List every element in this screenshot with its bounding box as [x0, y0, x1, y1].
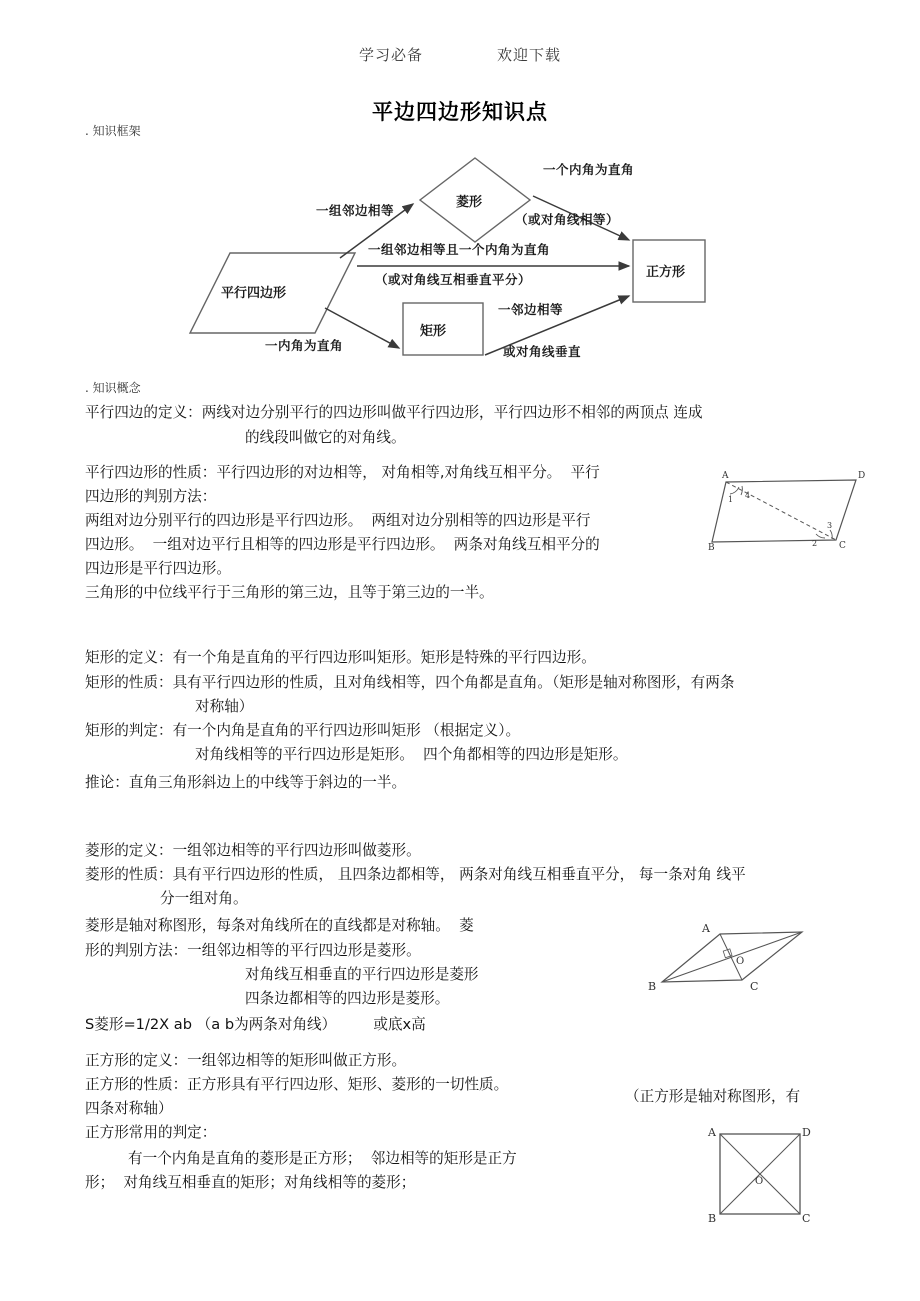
node-label-rhombus: 菱形	[456, 195, 483, 210]
svg-text:D: D	[802, 1126, 811, 1139]
edge-label-para-to-square-1: 一组邻边相等且一个内角为直角	[368, 242, 551, 257]
figure-rhombus-with-diagonals	[610, 908, 850, 998]
svg-text:C: C	[750, 980, 759, 993]
svg-text:B: B	[708, 1212, 717, 1225]
svg-text:C: C	[802, 1212, 811, 1225]
svg-text:O: O	[755, 1176, 764, 1187]
svg-text:1: 1	[728, 495, 734, 504]
paragraph-square-properties-line2: 四条对称轴）	[85, 1100, 173, 1117]
svg-text:C: C	[839, 541, 846, 551]
paragraph-square-criteria-line2: 形； 对角线互相垂直的矩形；对角线相等的菱形；	[85, 1174, 416, 1191]
svg-text:D: D	[858, 471, 866, 481]
paragraph-square-criteria-heading: 正方形常用的判定：	[85, 1124, 217, 1141]
paragraph-rectangle-properties-line2: 对称轴）	[195, 698, 254, 715]
paragraph-parallelogram-criteria-line2: 四边形。 一组对边平行且相等的四边形是平行四边形。 两条对角线互相平分的	[85, 536, 600, 553]
paragraph-rhombus-area-formula: S菱形=1/2X ab （a b为两条对角线） 或底x高	[85, 1016, 426, 1033]
edge-label-rect-to-square-1: 一邻边相等	[498, 302, 564, 317]
svg-text:O: O	[736, 956, 745, 967]
paragraph-rhombus-symmetry-line1: 菱形是轴对称图形，每条对角线所在的直线都是对称轴。 菱	[85, 917, 474, 934]
edge-label-para-to-rhombus: 一组邻边相等	[316, 203, 395, 218]
paragraph-parallelogram-definition-line2: 的线段叫做它的对角线。	[245, 429, 406, 446]
paragraph-square-definition: 正方形的定义：一组邻边相等的矩形叫做正方形。	[85, 1052, 407, 1069]
svg-text:A: A	[702, 922, 710, 935]
paragraph-rhombus-criteria-line1: 形的判别方法：一组邻边相等的平行四边形是菱形。	[85, 942, 421, 959]
svg-text:A: A	[722, 471, 729, 481]
svg-text:B: B	[708, 543, 715, 553]
paragraph-right-triangle-corollary: 推论：直角三角形斜边上的中线等于斜边的一半。	[85, 774, 407, 791]
paragraph-rectangle-criteria-line1: 矩形的判定：有一个内角是直角的平行四边形叫矩形 （根据定义）。	[85, 722, 521, 739]
paragraph-rhombus-properties-line1: 菱形的性质：具有平行四边形的性质， 且四条边都相等， 两条对角线互相垂直平分， 每一条对角 线平	[85, 866, 746, 883]
svg-text:4: 4	[745, 491, 751, 500]
node-label-rectangle: 矩形	[420, 324, 447, 339]
paragraph-parallelogram-criteria-line1: 两组对边分别平行的四边形是平行四边形。 两组对边分别相等的四边形是平行	[85, 512, 591, 529]
edge-label-para-to-square-2: （或对角线互相垂直平分）	[375, 272, 532, 287]
paragraph-square-criteria-line1: 有一个内角是直角的菱形是正方形； 邻边相等的矩形是正方	[128, 1150, 517, 1167]
node-label-parallelogram: 平行四边形	[221, 286, 287, 301]
paragraph-rhombus-properties-line2: 分一组对角。	[160, 890, 248, 907]
paragraph-parallelogram-definition-line1: 平行四边的定义：两线对边分别平行的四边形叫做平行四边形，平行四边形不相邻的两顶点 连成	[85, 404, 703, 421]
header-left-text: 学习必备	[358, 46, 423, 64]
knowledge-framework-diagram	[185, 148, 765, 373]
edge-label-para-to-rect: 一内角为直角	[265, 338, 344, 353]
paragraph-rhombus-criteria-line2: 对角线互相垂直的平行四边形是菱形	[245, 966, 479, 983]
node-label-square: 正方形	[646, 265, 686, 280]
paragraph-rhombus-definition: 菱形的定义：一组邻边相等的平行四边形叫做菱形。	[85, 842, 421, 859]
page-header	[0, 44, 920, 65]
paragraph-rectangle-criteria-line2: 对角线相等的平行四边形是矩形。 四个角都相等的四边形是矩形。	[195, 746, 628, 763]
edge-label-rhombus-to-square-2: （或对角线相等）	[515, 212, 620, 227]
page-title: 平边四边形知识点	[372, 100, 548, 124]
paragraph-parallelogram-properties-line2: 四边形的判别方法：	[85, 488, 217, 505]
section-heading-framework: . 知识框架	[85, 124, 141, 138]
svg-text:3: 3	[827, 521, 833, 530]
paragraph-midline-theorem: 三角形的中位线平行于三角形的第三边，且等于第三边的一半。	[85, 584, 494, 601]
paragraph-rhombus-criteria-line3: 四条边都相等的四边形是菱形。	[245, 990, 450, 1007]
paragraph-square-properties-line1: 正方形的性质：正方形具有平行四边形、矩形、菱形的一切性质。	[85, 1076, 509, 1093]
figure-parallelogram-with-diagonal	[708, 468, 883, 553]
note-square-symmetry: （正方形是轴对称图形，有	[625, 1088, 801, 1105]
section-heading-concept: . 知识概念	[85, 381, 141, 395]
svg-text:A: A	[708, 1126, 716, 1139]
edge-label-rect-to-square-2: 或对角线垂直	[503, 344, 582, 359]
paragraph-parallelogram-criteria-line3: 四边形是平行四边形。	[85, 560, 231, 577]
edge-label-rhombus-to-square-1: 一个内角为直角	[543, 162, 635, 177]
header-right-text: 欢迎下载	[497, 46, 562, 64]
svg-text:B: B	[648, 980, 657, 993]
paragraph-rectangle-properties-line1: 矩形的性质：具有平行四边形的性质，且对角线相等，四个角都是直角。（矩形是轴对称图形，有两条	[85, 674, 735, 691]
paragraph-parallelogram-properties-line1: 平行四边形的性质：平行四边形的对边相等， 对角相等,对角线互相平分。 平行	[85, 464, 600, 481]
figure-square-with-diagonals	[700, 1124, 830, 1229]
svg-text:2: 2	[812, 539, 818, 548]
paragraph-rectangle-definition: 矩形的定义：有一个角是直角的平行四边形叫矩形。矩形是特殊的平行四边形。	[85, 649, 596, 666]
